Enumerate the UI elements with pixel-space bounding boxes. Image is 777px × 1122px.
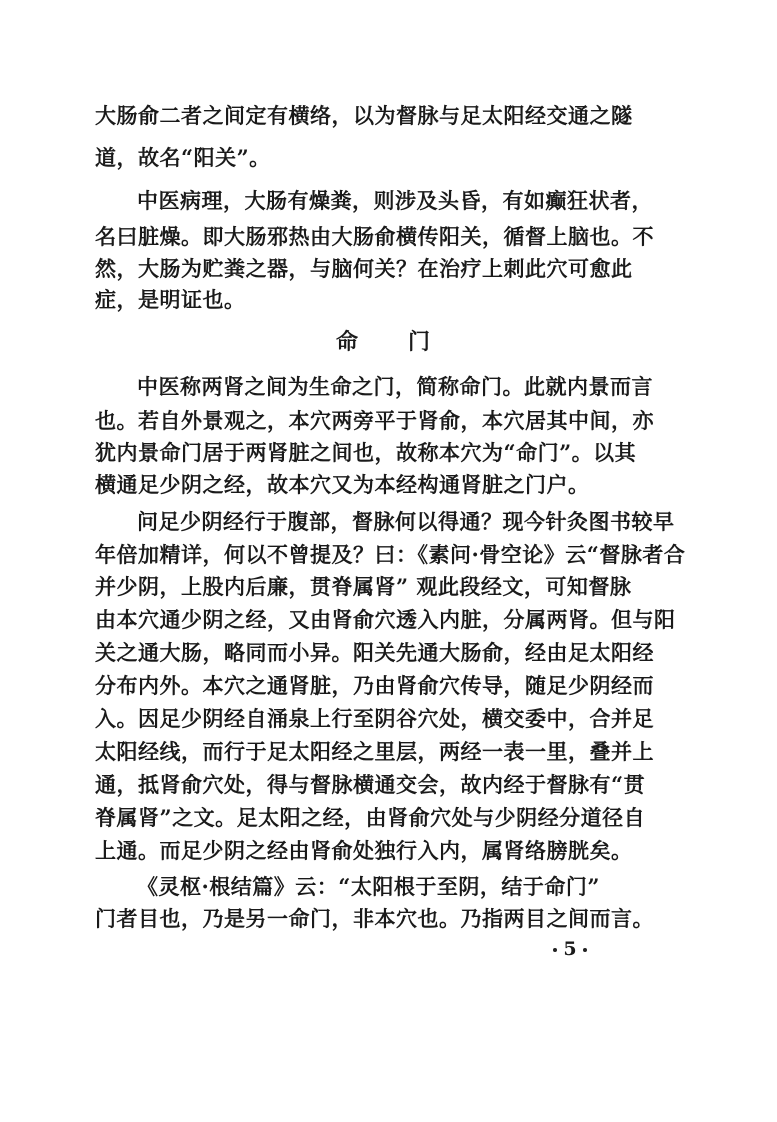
text-line: 上通。而足少阴之经由肾俞处独行入内，属肾络膀胱矣。	[95, 838, 633, 863]
text-line: 分布内外。本穴之通肾脏，乃由肾俞穴传导，随足少阴经而	[95, 673, 654, 698]
text-line: 通，抵肾俞穴处，得与督脉横通交会，故内经于督脉有“贯	[95, 772, 646, 797]
text-line: 中医称两肾之间为生命之门，简称命门。此就内景而言	[137, 374, 653, 399]
text-line: 脊属肾”之文。足太阳之经，由肾俞穴处与少阴经分道径自	[95, 805, 646, 830]
text-line: 并少阴，上股内后廉，贯脊属肾” 观此段经文，可知督脉	[95, 574, 632, 599]
ornament-dot	[583, 948, 587, 952]
text-line: 然，大肠为贮粪之器，与脑何关？在治疗上刺此穴可愈此	[95, 256, 633, 281]
text-line: 太阳经线，而行于足太阳经之里层，两经一表一里，叠并上	[95, 739, 654, 764]
heading-char: 命	[336, 329, 359, 355]
text-line: 门者目也，乃是另一命门，非本穴也。乃指两目之间而言。	[95, 906, 654, 931]
ornament-dot	[553, 948, 557, 952]
text-line: 关之通大肠，略同而小异。阳关先通大肠俞，经由足太阳经	[95, 640, 654, 665]
text-line: 由本穴通少阴之经，又由肾俞穴透入内脏，分属两肾。但与阳	[95, 607, 676, 632]
text-line: 横通足少阴之经，故本穴又为本经构通肾脏之门户。	[95, 472, 590, 497]
text-line: 中医病理，大肠有燥粪，则涉及头昏，有如癫狂状者，	[137, 188, 653, 213]
text-line: 年倍加精详，何以不曾提及？曰：《素问·骨空论》云“督脉者合	[95, 542, 686, 567]
text-line: 问足少阴经行于腹部，督脉何以得通？现今针灸图书较早	[137, 509, 675, 534]
text-line: 大肠俞二者之间定有横络，以为督脉与足太阳经交通之隧	[95, 103, 633, 128]
text-line: 《灵枢·根结篇》云：“太阳根于至阴，结于命门”	[137, 874, 600, 899]
text-line: 也。若自外景观之，本穴两旁平于肾俞，本穴居其中间，亦	[95, 408, 654, 433]
text-line: 入。因足少阴经自涌泉上行至阴谷穴处，横交委中，合并足	[95, 706, 654, 731]
text-line: 犹内景命门居于两肾脏之间也，故称本穴为“命门”。以其	[95, 440, 637, 465]
page-number	[540, 938, 600, 960]
heading-char: 门	[408, 329, 431, 355]
page-number-text: 5	[563, 938, 577, 960]
section-heading	[0, 325, 777, 357]
text-line: 症，是明证也。	[95, 287, 246, 312]
text-line: 道，故名“阳关”。	[95, 145, 271, 170]
text-line: 名曰脏燥。即大肠邪热由大肠俞横传阳关，循督上脑也。不	[95, 224, 654, 249]
